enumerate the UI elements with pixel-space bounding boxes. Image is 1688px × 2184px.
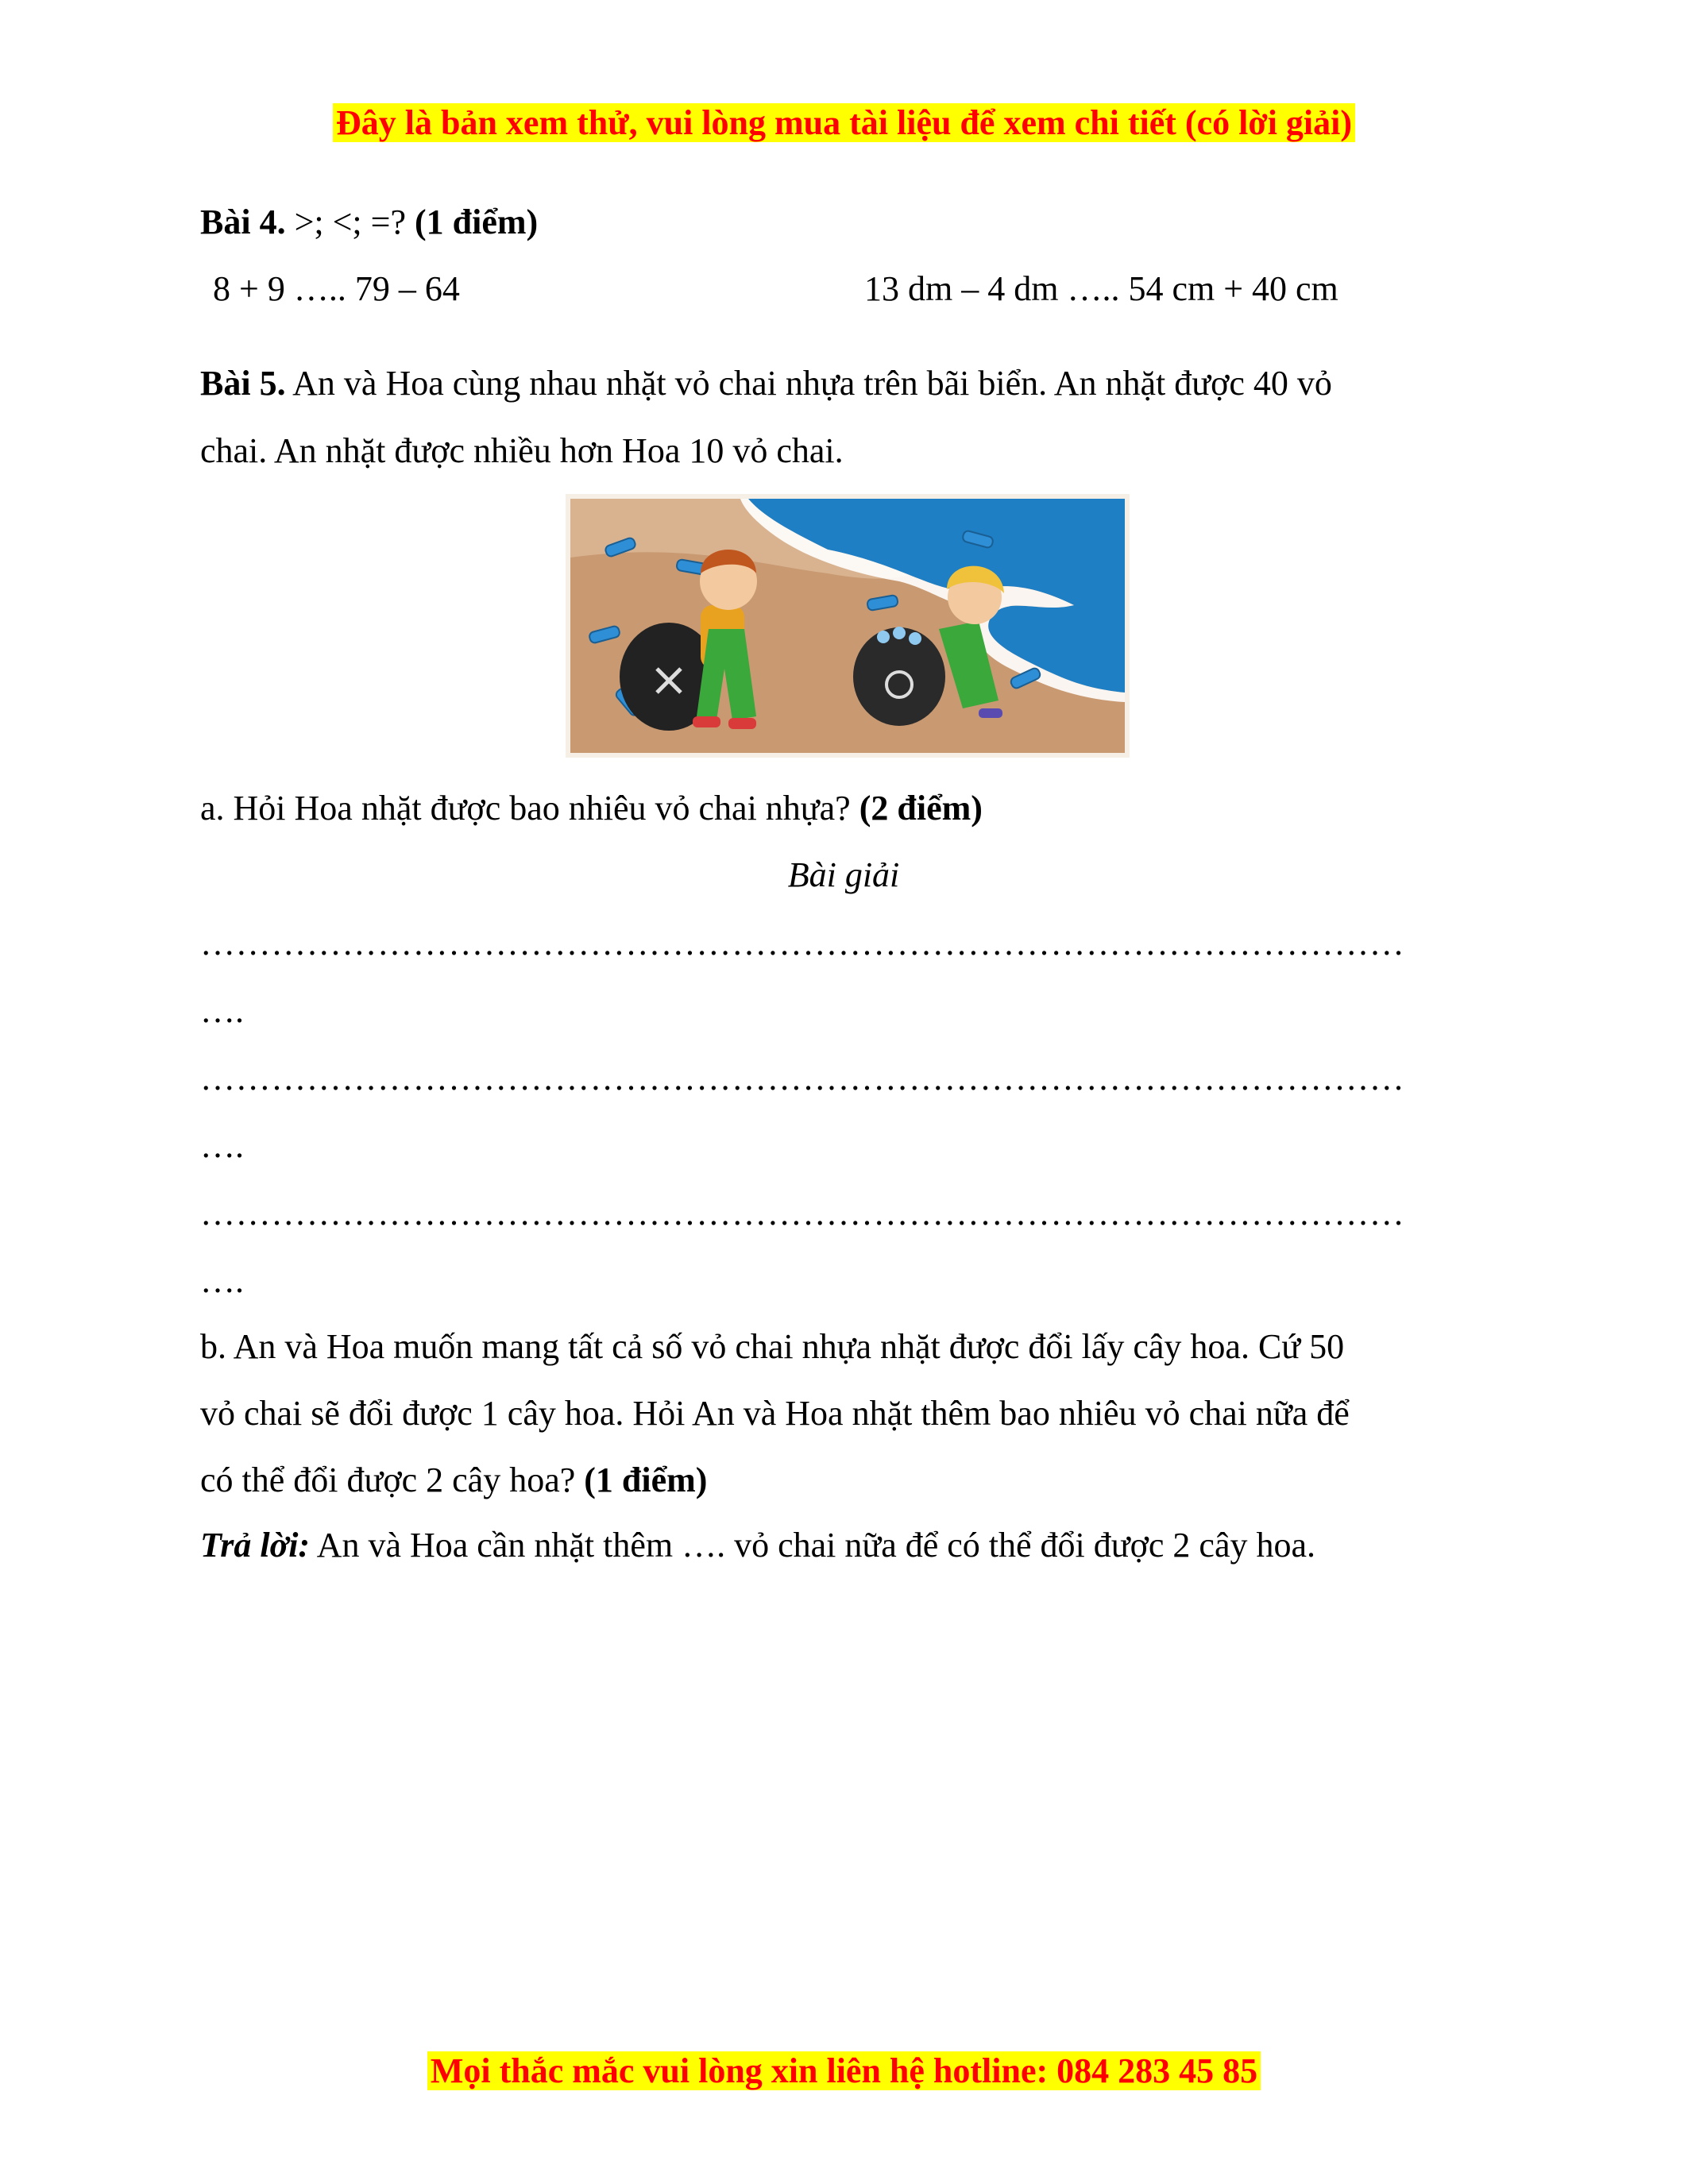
bai4-expression-left: 8 + 9 ….. 79 – 64 bbox=[213, 269, 460, 308]
bai5-part-a-text: a. Hỏi Hoa nhặt được bao nhiêu vỏ chai nhựa? bbox=[200, 789, 859, 828]
answer-dot-tail-3: …. bbox=[200, 1261, 244, 1300]
bai5-part-b-line-2: vỏ chai sẽ đổi được 1 cây hoa. Hỏi An và Hoa nhặt thêm bao nhiêu vỏ chai nữa để bbox=[200, 1394, 1350, 1433]
answer-label: Trả lời: bbox=[200, 1526, 311, 1565]
answer-dot-line-3: ………………………………………………………………………………………… bbox=[200, 1194, 1405, 1233]
bai5-label: Bài 5. bbox=[200, 364, 286, 403]
bai5-line-2: chai. An nhặt được nhiều hơn Hoa 10 vỏ chai. bbox=[200, 431, 844, 470]
bai5-part-b-points: (1 điểm) bbox=[584, 1461, 708, 1499]
bai5-text-1: An và Hoa cùng nhau nhặt vỏ chai nhựa trên bãi biển. An nhặt được 40 vỏ bbox=[285, 364, 1332, 403]
solution-heading: Bài giải bbox=[787, 855, 900, 894]
bai4-points: (1 điểm) bbox=[415, 203, 539, 241]
bai4-prompt: >; <; =? bbox=[285, 203, 415, 241]
answer-dot-line-1: ………………………………………………………………………………………… bbox=[200, 924, 1405, 963]
answer-text: An và Hoa cần nhặt thêm …. vỏ chai nữa để có thể đổi được 2 cây hoa. bbox=[310, 1526, 1315, 1565]
answer-dot-tail-2: …. bbox=[200, 1126, 244, 1165]
bai4-label: Bài 4. bbox=[200, 203, 286, 241]
hotline-banner bbox=[0, 2049, 1688, 2093]
preview-banner-text: Đây là bản xem thử, vui lòng mua tài liệu để xem chi tiết (có lời giải) bbox=[333, 103, 1355, 142]
bai5-line-1 bbox=[200, 361, 1332, 406]
beach-cleanup-illustration bbox=[566, 494, 1130, 758]
bai4-expression-right: 13 dm – 4 dm ….. 54 cm + 40 cm bbox=[864, 269, 1338, 308]
preview-banner bbox=[0, 101, 1688, 145]
bai5-part-b-line-3 bbox=[200, 1458, 707, 1503]
bai5-part-a-points: (2 điểm) bbox=[859, 789, 983, 828]
hotline-banner-text: Mọi thắc mắc vui lòng xin liên hệ hotline: 084 283 45 85 bbox=[427, 2051, 1261, 2090]
answer-dot-tail-1: …. bbox=[200, 991, 244, 1030]
bai5-part-a bbox=[200, 786, 983, 831]
bai5-part-b-text-3: có thể đổi được 2 cây hoa? bbox=[200, 1461, 585, 1499]
bai4-heading bbox=[200, 200, 538, 245]
answer-line bbox=[200, 1523, 1315, 1568]
answer-dot-line-2: ………………………………………………………………………………………… bbox=[200, 1059, 1405, 1098]
bai5-part-b-line-1: b. An và Hoa muốn mang tất cả số vỏ chai nhựa nhặt được đổi lấy cây hoa. Cứ 50 bbox=[200, 1327, 1345, 1366]
